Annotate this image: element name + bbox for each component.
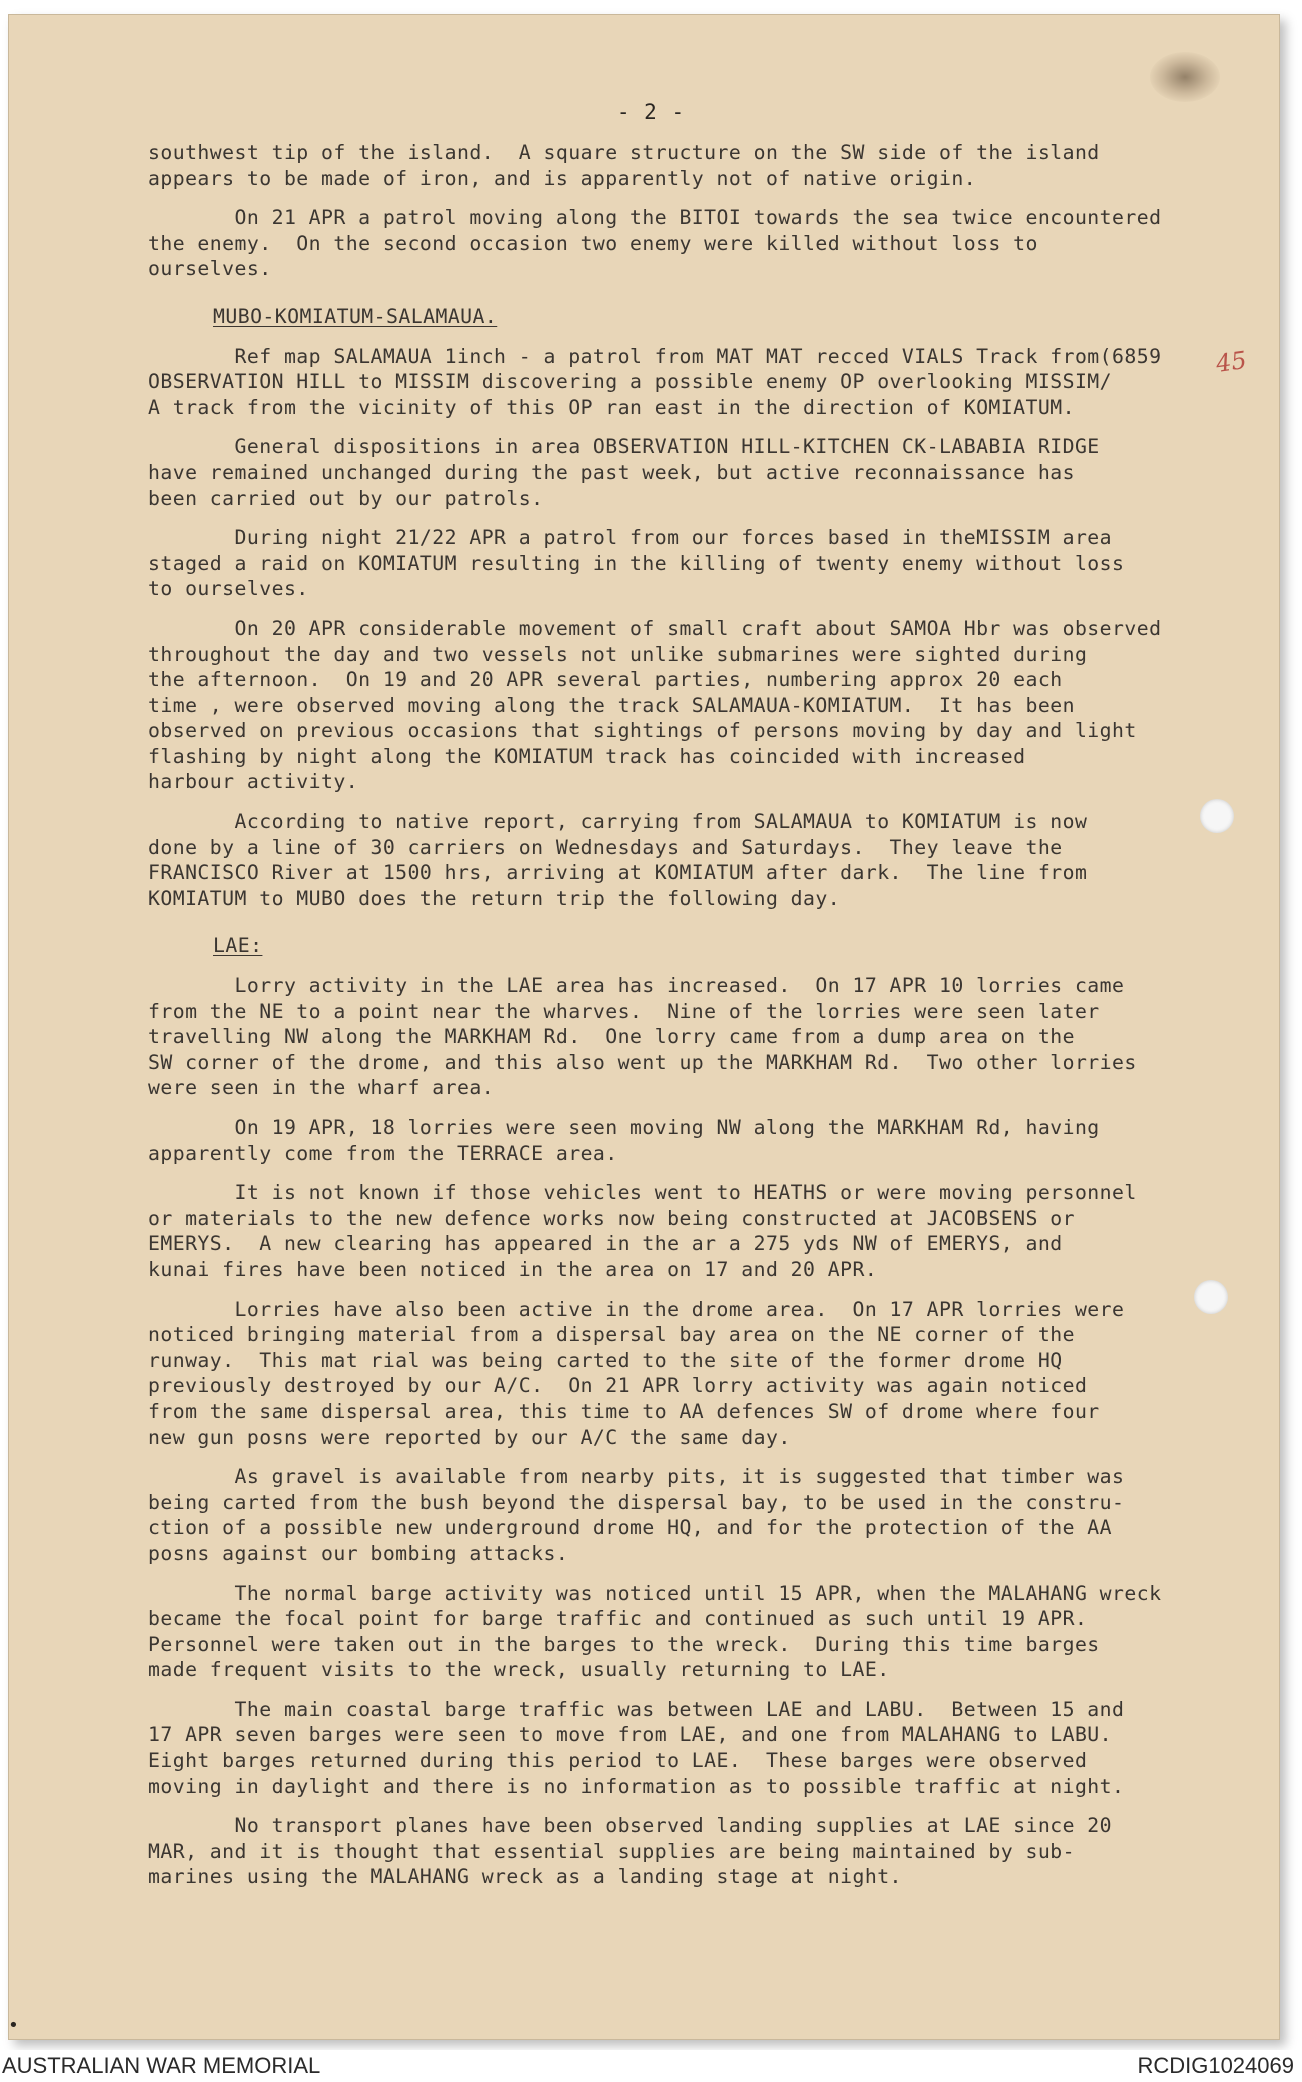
text-line: appears to be made of iron, and is apparently not of native origin. — [148, 166, 977, 190]
text-line: new gun posns were reported by our A/C the same day. — [148, 1425, 791, 1449]
text-line: throughout the day and two vessels not unlike submarines were sighted during — [148, 642, 1088, 666]
text-line: ourselves. — [148, 257, 272, 281]
archive-id: RCDIG1024069 — [1137, 2053, 1294, 2078]
text-line: flashing by night along the KOMIATUM track has coincided with increased — [148, 744, 1026, 768]
text-line: A track from the vicinity of this OP ran east in the direction of KOMIATUM. — [148, 395, 1075, 419]
text-line: As gravel is available from nearby pits, it is suggested that timber was — [148, 1465, 1125, 1489]
paragraph — [148, 140, 1248, 191]
text-line: No transport planes have been observed landing supplies at LAE since 20 — [148, 1814, 1113, 1838]
text-line: The main coastal barge traffic was between LAE and LABU. Between 15 and — [148, 1697, 1125, 1721]
paragraph — [148, 434, 1248, 511]
paragraph — [148, 616, 1248, 795]
text-line: or materials to the new defence works now being constructed at JACOBSENS or — [148, 1206, 1075, 1230]
text-line: It is not known if those vehicles went to HEATHS or were moving personnel — [148, 1181, 1137, 1205]
paragraph — [148, 205, 1248, 282]
text-line: Lorries have also been active in the drome area. On 17 APR lorries were — [148, 1297, 1125, 1321]
text-line: southwest tip of the island. A square structure on the SW side of the island — [148, 141, 1100, 164]
text-line: being carted from the bush beyond the dispersal bay, to be used in the constru- — [148, 1490, 1125, 1514]
text-line: KOMIATUM to MUBO does the return trip the following day. — [148, 886, 841, 910]
paragraph — [148, 1297, 1248, 1451]
stain-mark — [1150, 52, 1220, 102]
text-line: According to native report, carrying from SALAMAUA to KOMIATUM is now — [148, 810, 1088, 834]
text-line: SW corner of the drome, and this also went up the MARKHAM Rd. Two other lorries — [148, 1050, 1137, 1074]
text-line: posns against our bombing attacks. — [148, 1541, 569, 1565]
margin-annotation: 45 — [1214, 346, 1249, 378]
text-line: moving in daylight and there is no information as to possible traffic at night. — [148, 1774, 1125, 1798]
text-line: time , were observed moving along the track SALAMAUA-KOMIATUM. It has been — [148, 693, 1075, 717]
document-body — [148, 140, 1248, 1904]
paragraph — [148, 1813, 1248, 1890]
text-line: harbour activity. — [148, 770, 359, 794]
text-line: apparently come from the TERRACE area. — [148, 1141, 618, 1165]
text-line: During night 21/22 APR a patrol from our forces based in theMISSIM area — [148, 526, 1113, 550]
page-number: - 2 - — [616, 100, 686, 124]
paragraph — [148, 1115, 1248, 1166]
text-line: Lorry activity in the LAE area has increased. On 17 APR 10 lorries came — [148, 974, 1125, 998]
paragraph — [148, 344, 1248, 421]
paragraph — [148, 1180, 1248, 1282]
text-line: have remained unchanged during the past week, but active reconnaissance has — [148, 460, 1075, 484]
text-line: LAE: — [213, 934, 263, 958]
text-line: On 20 APR considerable movement of small craft about SAMOA Hbr was observed — [148, 616, 1162, 640]
text-line: ction of a possible new underground drome HQ, and for the protection of the AA — [148, 1516, 1113, 1540]
archive-footer — [0, 2050, 1302, 2082]
section-heading — [213, 933, 1248, 959]
paragraph — [148, 809, 1248, 911]
text-line: from the NE to a point near the wharves. Nine of the lorries were seen later — [148, 999, 1100, 1023]
text-line: made frequent visits to the wreck, usually returning to LAE. — [148, 1658, 890, 1682]
text-line: staged a raid on KOMIATUM resulting in the killing of twenty enemy without loss — [148, 551, 1125, 575]
text-line: MUBO-KOMIATUM-SALAMAUA. — [213, 304, 498, 328]
paragraph — [148, 1697, 1248, 1799]
text-line: the afternoon. On 19 and 20 APR several parties, numbering approx 20 each — [148, 668, 1063, 692]
text-line: to ourselves. — [148, 577, 309, 601]
text-line: FRANCISCO River at 1500 hrs, arriving at KOMIATUM after dark. The line from — [148, 861, 1088, 885]
text-line: Personnel were taken out in the barges to the wreck. During this time barges — [148, 1632, 1100, 1656]
text-line: OBSERVATION HILL to MISSIM discovering a possible enemy OP overlooking MISSIM/ — [148, 370, 1113, 394]
text-line: from the same dispersal area, this time to AA defences SW of drome where four — [148, 1399, 1100, 1423]
paragraph — [148, 1581, 1248, 1683]
paragraph — [148, 973, 1248, 1101]
text-line: previously destroyed by our A/C. On 21 APR lorry activity was again noticed — [148, 1374, 1088, 1398]
text-line: the enemy. On the second occasion two enemy were killed without loss to — [148, 231, 1038, 255]
text-line: runway. This mat rial was being carted to the site of the former drome HQ — [148, 1348, 1063, 1372]
text-line: observed on previous occasions that sightings of persons moving by day and light — [148, 719, 1137, 743]
text-line: On 19 APR, 18 lorries were seen moving NW along the MARKHAM Rd, having — [148, 1116, 1100, 1139]
text-line: General dispositions in area OBSERVATION HILL-KITCHEN CK-LABABIA RIDGE — [148, 435, 1100, 459]
text-line: been carried out by our patrols. — [148, 486, 544, 510]
text-line: The normal barge activity was noticed until 15 APR, when the MALAHANG wreck — [148, 1581, 1162, 1605]
text-line: EMERYS. A new clearing has appeared in the ar a 275 yds NW of EMERYS, and — [148, 1232, 1063, 1256]
paragraph — [148, 1464, 1248, 1566]
text-line: On 21 APR a patrol moving along the BITOI towards the sea twice encountered — [148, 206, 1162, 230]
text-line: Eight barges returned during this period to LAE. These barges were observed — [148, 1749, 1088, 1773]
section-heading — [213, 304, 1248, 330]
text-line: became the focal point for barge traffic and continued as such until 19 APR. — [148, 1607, 1088, 1631]
archive-name: AUSTRALIAN WAR MEMORIAL — [2, 2053, 321, 2078]
text-line: were seen in the wharf area. — [148, 1076, 495, 1100]
text-line: Ref map SALAMAUA 1inch - a patrol from MAT MAT recced VIALS Track from(6859 — [148, 344, 1162, 368]
text-line: done by a line of 30 carriers on Wednesdays and Saturdays. They leave the — [148, 835, 1063, 859]
scan-mark: • — [8, 2015, 19, 2036]
text-line: travelling NW along the MARKHAM Rd. One lorry came from a dump area on the — [148, 1025, 1075, 1049]
text-line: MAR, and it is thought that essential supplies are being maintained by sub- — [148, 1839, 1075, 1863]
text-line: marines using the MALAHANG wreck as a landing stage at night. — [148, 1865, 902, 1889]
text-line: 17 APR seven barges were seen to move from LAE, and one from MALAHANG to LABU. — [148, 1723, 1113, 1747]
paragraph — [148, 525, 1248, 602]
text-line: kunai fires have been noticed in the area on 17 and 20 APR. — [148, 1257, 878, 1281]
text-line: noticed bringing material from a dispersal bay area on the NE corner of the — [148, 1323, 1075, 1347]
